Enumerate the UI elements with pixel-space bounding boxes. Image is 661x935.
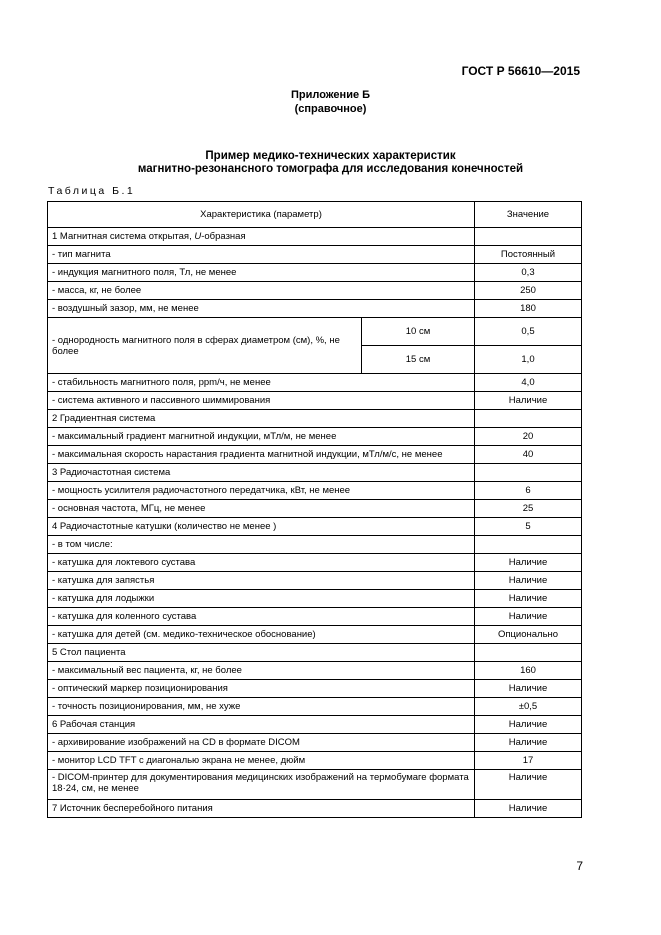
table-row xyxy=(48,446,582,464)
row-value xyxy=(475,464,582,482)
table-row xyxy=(48,770,582,800)
row-value: Опционально xyxy=(475,626,582,644)
row-label: 3 Радиочастотная система xyxy=(48,464,475,482)
table-row xyxy=(48,464,582,482)
table-row xyxy=(48,590,582,608)
row-label: - индукция магнитного поля, Тл, не менее xyxy=(48,264,475,282)
document-code: ГОСТ Р 56610—2015 xyxy=(461,64,580,78)
row-label: - DICOM-принтер для документирования медицинских изображений на термобумаге формата 18·24, см, не менее xyxy=(48,770,475,800)
title-line-1: Пример медико-технических характеристик xyxy=(205,150,456,162)
table-row xyxy=(48,752,582,770)
table-row xyxy=(48,264,582,282)
table-caption: Таблица Б.1 xyxy=(48,185,136,197)
row-label: 6 Рабочая станция xyxy=(48,716,475,734)
table-row xyxy=(48,228,582,246)
row-value: Наличие xyxy=(475,608,582,626)
row-label: 4 Радиочастотные катушки (количество не менее ) xyxy=(48,518,475,536)
row-value: 0,5 xyxy=(475,318,582,346)
row-label: 7 Источник бесперебойного питания xyxy=(48,800,475,818)
row-value: 180 xyxy=(475,300,582,318)
row-label: - катушка для лодыжки xyxy=(48,590,475,608)
row-value: Наличие xyxy=(475,392,582,410)
row-label: - тип магнита xyxy=(48,246,475,264)
row-value: 0,3 xyxy=(475,264,582,282)
row-label xyxy=(48,228,475,246)
table-row xyxy=(48,608,582,626)
row-label: - масса, кг, не более xyxy=(48,282,475,300)
table-row xyxy=(48,282,582,300)
row-value xyxy=(475,644,582,662)
row-value: 40 xyxy=(475,446,582,464)
table-row xyxy=(48,572,582,590)
row-label: - основная частота, МГц, не менее xyxy=(48,500,475,518)
table-row xyxy=(48,644,582,662)
row-value: Наличие xyxy=(475,734,582,752)
row-label: - максимальный вес пациента, кг, не более xyxy=(48,662,475,680)
row-label: - катушка для запястья xyxy=(48,572,475,590)
row-label: - максимальная скорость нарастания градиента магнитной индукции, мТл/м/с, не менее xyxy=(48,446,475,464)
row-label: - воздушный зазор, мм, не менее xyxy=(48,300,475,318)
table-row xyxy=(48,734,582,752)
row-value: Наличие xyxy=(475,680,582,698)
appendix-title: Приложение Б xyxy=(290,89,371,101)
table-row xyxy=(48,680,582,698)
row-value: ±0,5 xyxy=(475,698,582,716)
table-row xyxy=(48,392,582,410)
row-label: 5 Стол пациента xyxy=(48,644,475,662)
row-value: 250 xyxy=(475,282,582,300)
row-subparam: 10 см xyxy=(362,318,475,346)
table-row xyxy=(48,536,582,554)
row-value: Наличие xyxy=(475,590,582,608)
table-row xyxy=(48,246,582,264)
header-param: Характеристика (параметр) xyxy=(48,202,475,228)
row-value: 17 xyxy=(475,752,582,770)
table-row xyxy=(48,662,582,680)
table-row xyxy=(48,500,582,518)
row-value: Наличие xyxy=(475,554,582,572)
row-label: - катушка для коленного сустава xyxy=(48,608,475,626)
table-row xyxy=(48,626,582,644)
row-value xyxy=(475,228,582,246)
row-label-text: 1 Магнитная система открытая, U-образная xyxy=(52,231,246,242)
row-label: - мощность усилителя радиочастотного передатчика, кВт, не менее xyxy=(48,482,475,500)
table-row xyxy=(48,482,582,500)
row-value: 160 xyxy=(475,662,582,680)
row-value: Постоянный xyxy=(475,246,582,264)
table-row xyxy=(48,716,582,734)
row-label: - в том числе: xyxy=(48,536,475,554)
row-subparam: 15 см xyxy=(362,346,475,374)
row-label: - система активного и пассивного шиммирования xyxy=(48,392,475,410)
row-value: 5 xyxy=(475,518,582,536)
row-value: Наличие xyxy=(475,770,582,800)
row-label: - точность позиционирования, мм, не хуже xyxy=(48,698,475,716)
table-row xyxy=(48,300,582,318)
header-value: Значение xyxy=(475,202,582,228)
row-label: - стабильность магнитного поля, ppm/ч, не менее xyxy=(48,374,475,392)
table-row xyxy=(48,374,582,392)
table-header-row xyxy=(48,202,582,228)
row-label: - катушка для локтевого сустава xyxy=(48,554,475,572)
row-label: - архивирование изображений на CD в формате DICOM xyxy=(48,734,475,752)
row-label: 2 Градиентная система xyxy=(48,410,475,428)
row-value: Наличие xyxy=(475,716,582,734)
section-title xyxy=(0,150,661,176)
row-value: 1,0 xyxy=(475,346,582,374)
row-value: Наличие xyxy=(475,800,582,818)
row-value: 20 xyxy=(475,428,582,446)
row-label: - оптический маркер позиционирования xyxy=(48,680,475,698)
row-label: - монитор LCD TFT с диагональю экрана не менее, дюйм xyxy=(48,752,475,770)
row-label: - максимальный градиент магнитной индукции, мТл/м, не менее xyxy=(48,428,475,446)
row-value: 6 xyxy=(475,482,582,500)
table-row xyxy=(48,698,582,716)
table-row xyxy=(48,428,582,446)
row-value xyxy=(475,536,582,554)
title-line-2: магнитно-резонансного томографа для исследования конечностей xyxy=(137,163,524,175)
appendix-subtitle: (справочное) xyxy=(294,103,367,115)
characteristics-table xyxy=(47,201,582,818)
row-value: Наличие xyxy=(475,572,582,590)
table-row xyxy=(48,410,582,428)
table-row xyxy=(48,800,582,818)
row-label: - катушка для детей (см. медико-техническое обоснование) xyxy=(48,626,475,644)
row-label: - однородность магнитного поля в сферах диаметром (см), %, не более xyxy=(48,318,362,374)
row-value: 25 xyxy=(475,500,582,518)
row-value: 4,0 xyxy=(475,374,582,392)
row-value xyxy=(475,410,582,428)
appendix-heading xyxy=(0,88,661,116)
table-row xyxy=(48,554,582,572)
page-number: 7 xyxy=(576,859,583,873)
table-row xyxy=(48,518,582,536)
table-row xyxy=(48,318,582,346)
